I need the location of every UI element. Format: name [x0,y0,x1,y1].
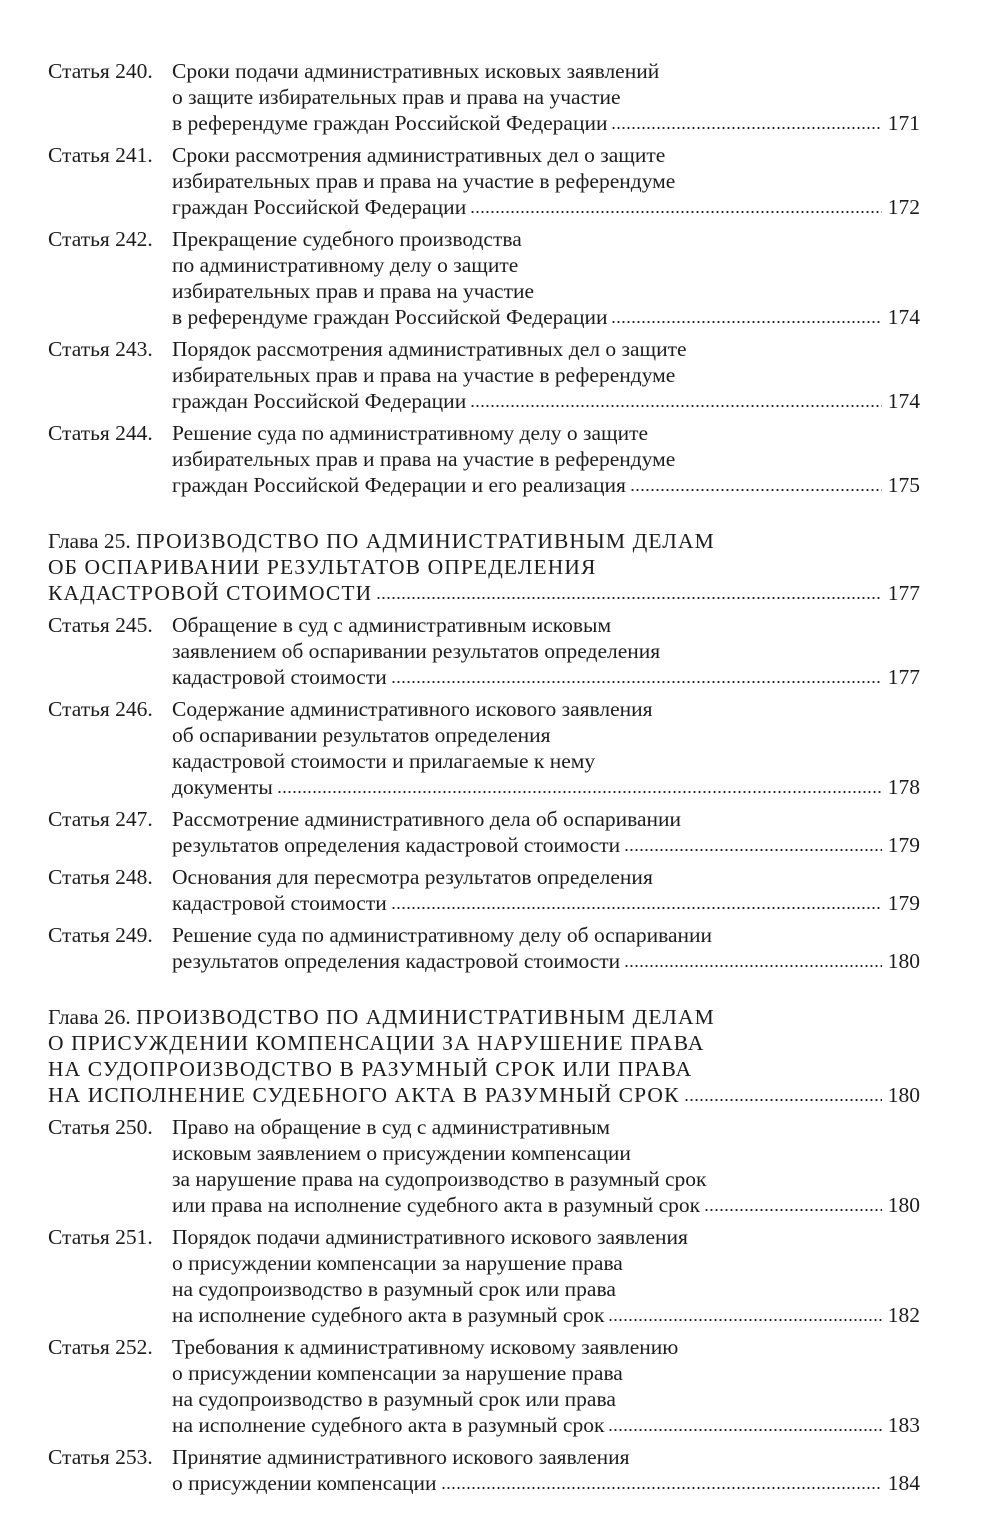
page-number: 184 [887,1471,920,1495]
title-line [172,890,920,916]
title-text: избирательных прав и права на участие в референдуме [172,363,676,387]
title-text: исковым заявлением о присуждении компенсации [172,1141,631,1165]
toc-group-chapter-24-tail [48,58,920,498]
title-text: за нарушение права на судопроизводство в разумный срок [172,1167,707,1191]
page-number: 179 [887,891,920,915]
article-title [172,336,920,414]
title-line [172,226,920,252]
title-text: Принятие административного искового заявления [172,1445,630,1469]
title-line [172,110,920,136]
title-line [172,446,920,472]
title-text: Основания для пересмотра результатов определения [172,865,653,889]
chapter-line [48,1082,920,1108]
title-line [172,1192,920,1218]
title-text: Обращение в суд с административным исковым [172,613,612,637]
title-line [172,806,920,832]
title-line [172,58,920,84]
title-line [172,1444,920,1470]
toc-entry[interactable] [48,864,920,916]
page-number: 180 [887,949,920,973]
title-line [172,1470,920,1496]
toc-group-chapter-26 [48,1114,920,1496]
title-line [172,864,920,890]
title-text: в референдуме граждан Российской Федерации [172,111,608,135]
title-line [172,336,920,362]
article-title [172,864,920,916]
title-text: Решение суда по административному делу об оспаривании [172,923,713,947]
page-number: 183 [887,1413,920,1437]
title-line [172,1302,920,1328]
title-text: на исполнение судебного акта в разумный срок [172,1413,605,1437]
title-text: избирательных прав и права на участие в референдуме [172,169,676,193]
title-text: избирательных прав и права на участие [172,279,535,303]
title-text: о защите избирательных прав и права на участие [172,85,621,109]
article-title [172,142,920,220]
page-number: 177 [887,581,920,605]
dot-leader [277,790,882,794]
toc-entry[interactable] [48,336,920,414]
article-title [172,922,920,974]
toc-entry[interactable] [48,142,920,220]
chapter-line [48,1056,920,1082]
title-line [172,612,920,638]
page-number: 182 [887,1303,920,1327]
title-text: Прекращение судебного производства [172,227,522,251]
title-line [172,638,920,664]
title-line [172,1250,920,1276]
title-text: о присуждении компенсации за нарушение права [172,1361,623,1385]
title-line [172,922,920,948]
title-text: избирательных прав и права на участие в референдуме [172,447,676,471]
title-text: о присуждении компенсации за нарушение права [172,1251,623,1275]
toc-entry[interactable] [48,1224,920,1328]
chapter-line [48,1030,920,1056]
chapter-line [48,580,920,606]
title-text: на судопроизводство в разумный срок или права [172,1277,616,1301]
page-number: 177 [887,665,920,689]
title-line [172,1334,920,1360]
title-line [172,774,920,800]
dot-leader [608,1428,881,1432]
article-label: Статья 251. [48,1225,153,1249]
title-text: по административному делу о защите [172,253,519,277]
title-line [172,472,920,498]
title-text: заявлением об оспаривании результатов определения [172,639,661,663]
title-text: Порядок рассмотрения административных дел о защите [172,337,687,361]
article-label: Статья 252. [48,1335,153,1359]
title-line [172,420,920,446]
dot-leader [470,210,882,214]
chapter-title-text: ПРОИЗВОДСТВО ПО АДМИНИСТРАТИВНЫМ ДЕЛАМ [136,1005,715,1029]
title-line [172,832,920,858]
title-line [172,1140,920,1166]
title-text: кадастровой стоимости [172,891,387,915]
page-number: 171 [887,111,920,135]
dot-leader [608,1318,881,1322]
title-line [172,1386,920,1412]
title-text: результатов определения кадастровой стоимости [172,949,621,973]
title-text: Сроки рассмотрения административных дел о защите [172,143,666,167]
toc-entry[interactable] [48,1114,920,1218]
article-title [172,806,920,858]
article-title [172,58,920,136]
article-label: Статья 242. [48,227,153,251]
dot-leader [704,1208,882,1212]
title-text: в референдуме граждан Российской Федерации [172,305,608,329]
chapter-title-text: ПРОИЗВОДСТВО ПО АДМИНИСТРАТИВНЫМ ДЕЛАМ [136,529,715,553]
title-line [172,362,920,388]
chapter-title-text: ОБ ОСПАРИВАНИИ РЕЗУЛЬТАТОВ ОПРЕДЕЛЕНИЯ [48,555,597,579]
page-number: 180 [887,1083,920,1107]
dot-leader [391,906,882,910]
chapter-title-text: КАДАСТРОВОЙ СТОИМОСТИ [48,581,373,605]
toc-entry[interactable] [48,1334,920,1438]
article-title [172,612,920,690]
chapter-line [48,1004,920,1030]
article-label: Статья 245. [48,613,153,637]
title-line [172,1114,920,1140]
title-text: или права на исполнение судебного акта в разумный срок [172,1193,701,1217]
chapter-line [48,528,920,554]
chapter-line [48,554,920,580]
title-line [172,696,920,722]
article-label: Статья 244. [48,421,153,445]
title-text: о присуждении компенсации [172,1471,437,1495]
dot-leader [376,596,882,600]
title-line [172,304,920,330]
toc-entry[interactable] [48,1444,920,1496]
toc-entry[interactable] [48,58,920,136]
title-line [172,84,920,110]
article-title [172,1114,920,1218]
title-text: об оспаривании результатов определения [172,723,551,747]
title-text: на исполнение судебного акта в разумный срок [172,1303,605,1327]
title-text: кадастровой стоимости [172,665,387,689]
toc-entry[interactable] [48,612,920,690]
title-text: Требования к административному исковому заявлению [172,1335,679,1359]
title-line [172,252,920,278]
dot-leader [391,680,882,684]
article-label: Статья 246. [48,697,153,721]
page-number: 174 [887,305,920,329]
article-label: Статья 241. [48,143,153,167]
toc-entry[interactable] [48,226,920,330]
dot-leader [630,488,882,492]
dot-leader [684,1098,882,1102]
toc-entry[interactable] [48,420,920,498]
page-number: 179 [887,833,920,857]
title-line [172,168,920,194]
title-line [172,722,920,748]
title-text: Порядок подачи административного искового заявления [172,1225,688,1249]
article-label: Статья 250. [48,1115,153,1139]
title-line [172,1276,920,1302]
title-text: документы [172,775,273,799]
article-title [172,1444,920,1496]
chapter-title-text: НА ИСПОЛНЕНИЕ СУДЕБНОГО АКТА В РАЗУМНЫЙ СРОК [48,1083,680,1107]
title-line [172,948,920,974]
page-number: 174 [887,389,920,413]
title-text: кадастровой стоимости и прилагаемые к нему [172,749,596,773]
chapter-title-text: О ПРИСУЖДЕНИИ КОМПЕНСАЦИИ ЗА НАРУШЕНИЕ ПРАВА [48,1031,705,1055]
dot-leader [611,126,881,130]
chapter-26-heading [48,1004,920,1108]
title-line [172,748,920,774]
chapter-number: Глава 26. [48,1005,131,1029]
table-of-contents [48,58,920,1502]
title-line [172,278,920,304]
article-title [172,226,920,330]
title-line [172,1224,920,1250]
title-text: граждан Российской Федерации [172,195,467,219]
page-number: 180 [887,1193,920,1217]
article-label: Статья 240. [48,59,153,83]
chapter-number: Глава 25. [48,529,131,553]
title-text: Сроки подачи административных исковых заявлений [172,59,660,83]
title-line [172,1412,920,1438]
article-label: Статья 249. [48,923,153,947]
title-line [172,142,920,168]
title-text: Решение суда по административному делу о защите [172,421,649,445]
title-text: на судопроизводство в разумный срок или права [172,1387,616,1411]
toc-group-chapter-25 [48,612,920,974]
title-line [172,194,920,220]
title-text: Право на обращение в суд с административным [172,1115,610,1139]
article-label: Статья 247. [48,807,153,831]
page-number: 178 [887,775,920,799]
title-line [172,1166,920,1192]
article-title [172,1224,920,1328]
article-title [172,420,920,498]
title-line [172,1360,920,1386]
dot-leader [441,1486,882,1490]
page-number: 172 [887,195,920,219]
title-text: граждан Российской Федерации [172,389,467,413]
toc-entry[interactable] [48,806,920,858]
title-text: результатов определения кадастровой стоимости [172,833,621,857]
chapter-25-heading [48,528,920,606]
title-text: граждан Российской Федерации и его реализация [172,473,626,497]
dot-leader [624,848,882,852]
article-label: Статья 253. [48,1445,153,1469]
title-text: Содержание административного искового заявления [172,697,653,721]
title-line [172,664,920,690]
dot-leader [470,404,882,408]
article-label: Статья 248. [48,865,153,889]
page-number: 175 [887,473,920,497]
title-line [172,388,920,414]
dot-leader [624,964,882,968]
article-title [172,1334,920,1438]
article-title [172,696,920,800]
toc-entry[interactable] [48,922,920,974]
chapter-title-text: НА СУДОПРОИЗВОДСТВО В РАЗУМНЫЙ СРОК ИЛИ ПРАВА [48,1057,693,1081]
article-label: Статья 243. [48,337,153,361]
dot-leader [611,320,881,324]
toc-entry[interactable] [48,696,920,800]
title-text: Рассмотрение административного дела об оспаривании [172,807,682,831]
